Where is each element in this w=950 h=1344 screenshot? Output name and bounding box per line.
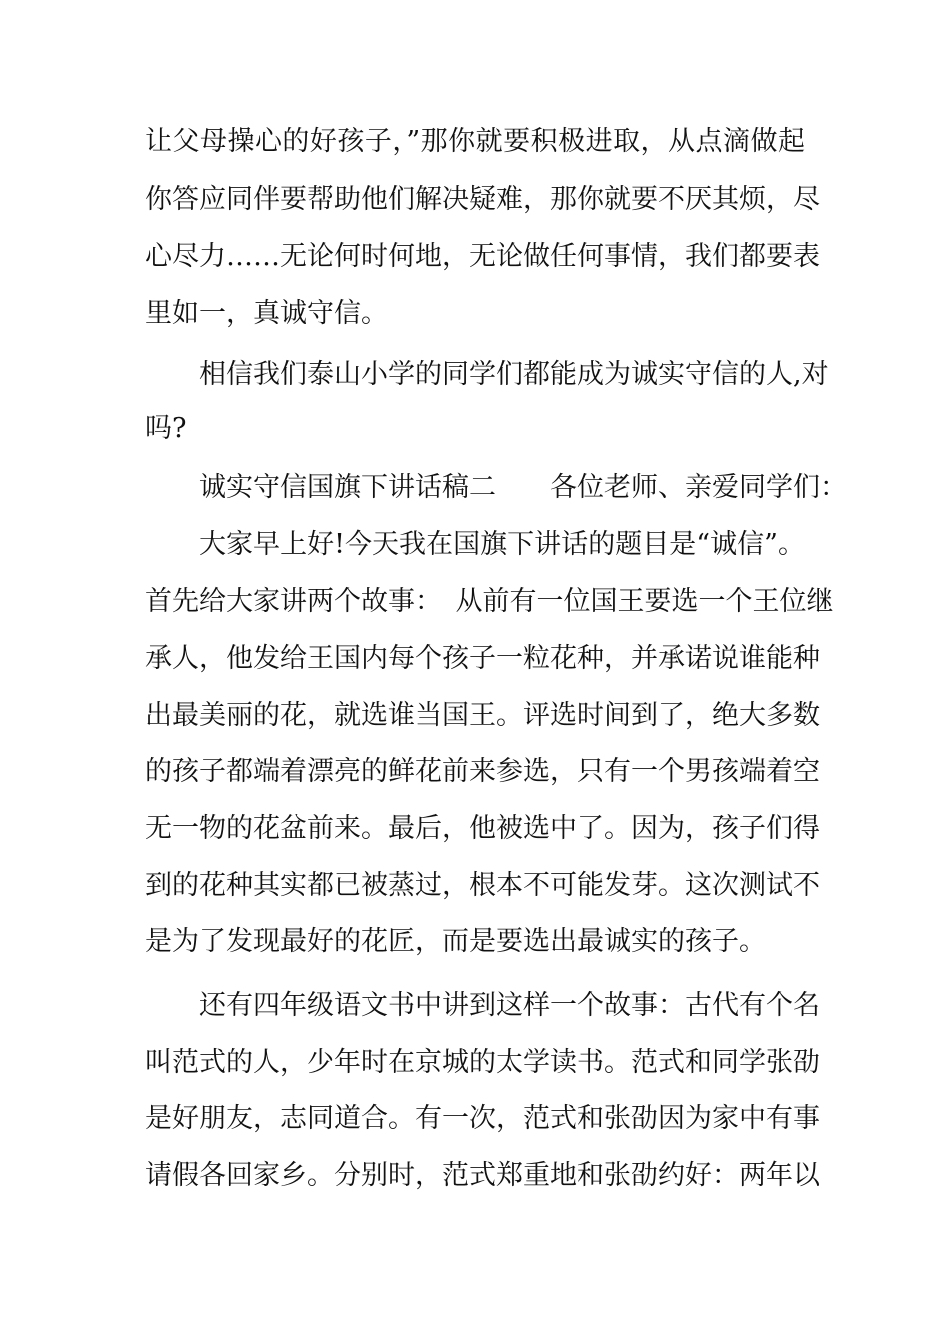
text-line: 叫范式的人，少年时在京城的太学读书。范式和同学张劭 — [145, 1047, 820, 1078]
text-line: 相信我们泰山小学的同学们都能成为诚实守信的人,对 — [199, 359, 829, 390]
text-line: 承人，他发给王国内每个孩子一粒花种，并承诺说谁能种 — [145, 643, 820, 674]
section-heading-line: 诚实守信国旗下讲话稿二 各位老师、亲爱同学们： — [199, 472, 847, 503]
text-line: 让父母操心的好孩子，”那你就要积极进取，从点滴做起 — [145, 126, 805, 157]
text-line: 出最美丽的花，就选谁当国王。评选时间到了，绝大多数 — [145, 700, 820, 731]
text-line: 请假各回家乡。分别时，范式郑重地和张劭约好：两年以 — [145, 1160, 820, 1191]
text-line: 吗? — [145, 413, 187, 444]
text-line: 到的花种其实都已被蒸过，根本不可能发芽。这次测试不 — [145, 870, 820, 901]
text-line: 无一物的花盆前来。最后，他被选中了。因为，孩子们得 — [145, 813, 820, 844]
text-line: 还有四年级语文书中讲到这样一个故事：古代有个名 — [199, 990, 820, 1021]
text-line: 大家早上好!今天我在国旗下讲话的题目是“诚信”。 — [199, 529, 805, 560]
text-line: 是好朋友，志同道合。有一次，范式和张劭因为家中有事 — [145, 1103, 820, 1134]
text-line: 里如一，真诚守信。 — [145, 298, 388, 329]
text-line: 首先给大家讲两个故事： 从前有一位国王要选一个王位继 — [145, 586, 834, 617]
text-line: 心尽力……无论何时何地，无论做任何事情，我们都要表 — [145, 241, 820, 272]
text-line: 的孩子都端着漂亮的鲜花前来参选，只有一个男孩端着空 — [145, 756, 820, 787]
text-line: 是为了发现最好的花匠，而是要选出最诚实的孩子。 — [145, 926, 766, 957]
text-line: 你答应同伴要帮助他们解决疑难，那你就要不厌其烦，尽 — [145, 184, 820, 215]
